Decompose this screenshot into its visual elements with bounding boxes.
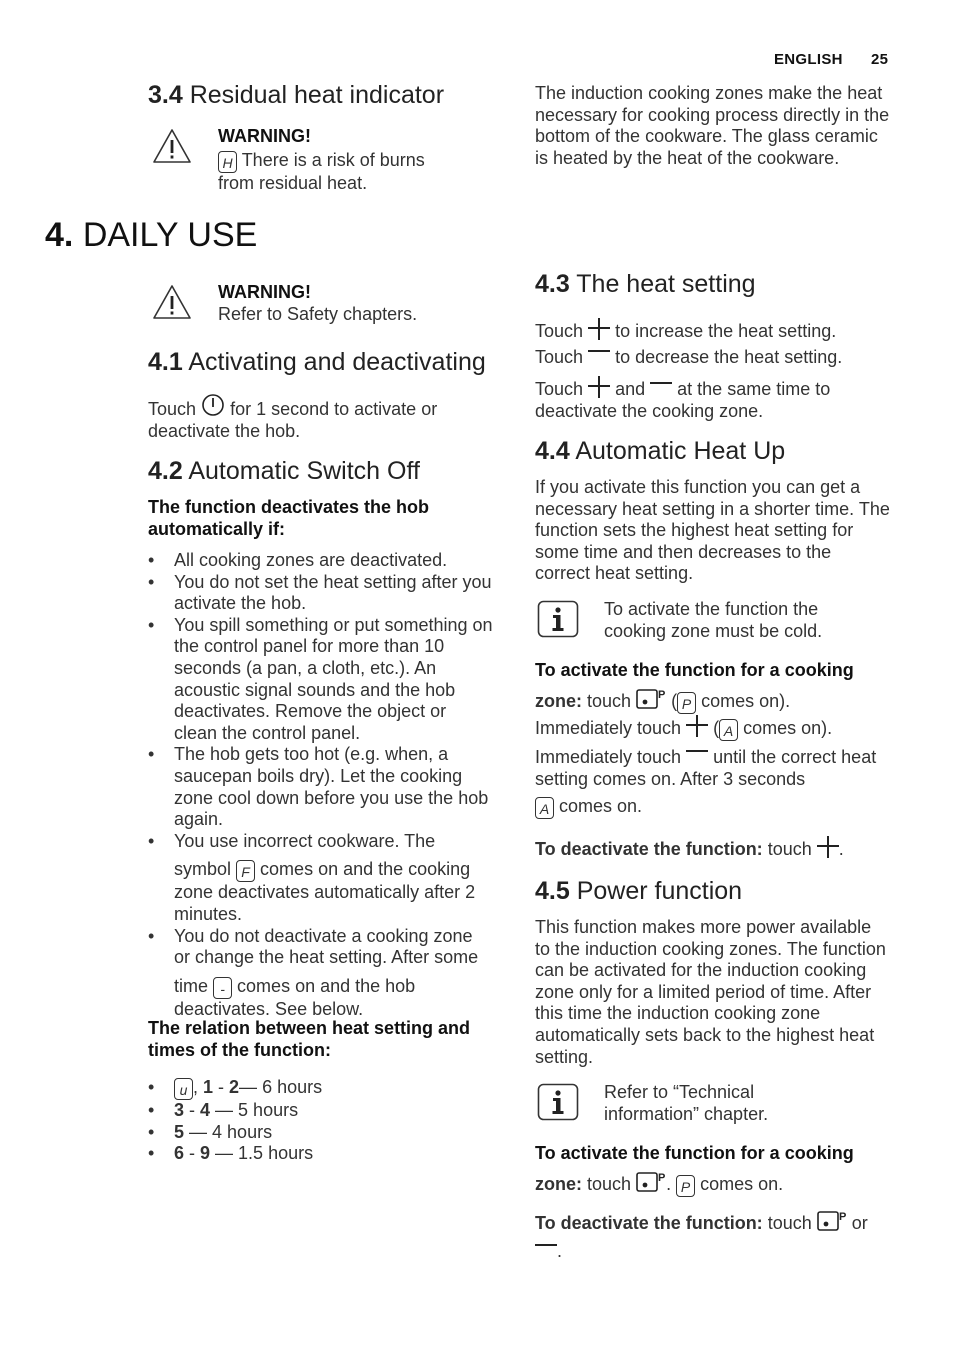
list-item: • All cooking zones are deactivated. [148, 550, 493, 572]
warning-triangle-icon [151, 127, 193, 165]
section-4-4-heading: 4.4 Automatic Heat Up [535, 437, 786, 465]
activate-instruction-line: zone: touch P . P comes on. [535, 1169, 905, 1197]
chapter-heading: 4. DAILY USE [45, 216, 258, 254]
keep-warm-symbol-icon: u [174, 1078, 193, 1100]
f-symbol-icon: F [236, 860, 255, 882]
p-symbol-icon: P [676, 1175, 695, 1197]
intro-paragraph: The induction cooking zones make the heat necessary for cooking process directly in the bottom of the cookware. The glass ceramic is heated by the heat of the cookware. [535, 83, 890, 168]
deactivate-instruction: To deactivate the function: touch . [535, 836, 905, 861]
power-boost-icon [817, 1208, 847, 1232]
activate-instruction-title: To activate the function for a cooking [535, 1143, 854, 1163]
svg-text:P: P [838, 1211, 847, 1223]
list-item: • 3 - 4 — 5 hours [148, 1100, 478, 1122]
warning-text: Refer to Safety chapters. [218, 304, 418, 324]
section-4-2-lead: The function deactivates the hob automatically if: [148, 497, 430, 539]
section-4-2-heading: 4.2 Automatic Switch Off [148, 457, 420, 485]
list-item: • 6 - 9 — 1.5 hours [148, 1143, 478, 1165]
section-4-1-heading: 4.1 Activating and deactivating [148, 348, 486, 376]
plus-icon [588, 376, 610, 398]
section-4-3-heading: 4.3 The heat setting [535, 270, 756, 298]
note-text: Refer to “Technical information” chapter. [604, 1082, 769, 1124]
warning-title: WARNING! [218, 126, 311, 146]
header-language: ENGLISH [774, 51, 843, 68]
plus-icon [588, 318, 610, 340]
warning-text: H There is a risk of burns from residual heat. [218, 150, 425, 193]
section-4-1-text: Touch for 1 second to activate or deactivate the hob. [148, 393, 488, 442]
relation-title: The relation between heat setting and times of the function: [148, 1018, 471, 1060]
svg-text:P: P [658, 1172, 666, 1184]
list-item: • You use incorrect cookware. The symbol F comes on and the cooking zone deactivates automatically after 2 minutes. [148, 831, 493, 926]
list-item: • You spill something or put something on the control panel for more than 10 seconds (a pan, a cloth, etc.). An acoustic signal sounds and the hob deactivates. Remove the object or clean the control panel. [148, 615, 493, 745]
svg-text:P: P [658, 689, 666, 701]
deactivate-instruction: To deactivate the function: touch P or . [535, 1208, 905, 1262]
activate-instruction-line: zone: touch P ( P comes on). [535, 686, 905, 714]
h-indicator-icon: H [218, 151, 237, 173]
heat-setting-line-1: Touch to increase the heat setting. [535, 318, 905, 343]
relation-list [148, 1077, 478, 1165]
activate-instruction-title: To activate the function for a cooking [535, 660, 854, 680]
list-item: • You do not set the heat setting after you activate the hob. [148, 572, 493, 615]
minus-icon [588, 347, 610, 361]
p-symbol-icon: P [677, 692, 696, 714]
info-icon [537, 1083, 579, 1121]
a-symbol-icon: A [719, 719, 738, 741]
activate-step-2: Immediately touch ( A comes on). [535, 715, 905, 741]
page-number: 25 [871, 51, 889, 68]
power-boost-icon [636, 1169, 666, 1193]
plus-icon [686, 715, 708, 737]
section-3-4-heading: 3.4 Residual heat indicator [148, 81, 445, 109]
minus-icon [535, 1241, 557, 1255]
warning-title: WARNING! [218, 282, 311, 302]
list-item: • 5 — 4 hours [148, 1122, 478, 1144]
section-4-4-body: If you activate this function you can get a necessary heat setting in a shorter time. The function sets the highest heat setting for some time and then decreases to the correct heat setting. [535, 477, 890, 584]
activate-step-3: Immediately touch until the correct heat setting comes on. After 3 seconds A comes on. [535, 747, 877, 818]
section-4-5-heading: 4.5 Power function [535, 877, 743, 905]
section-4-5-body: This function makes more power available to the induction cooking zones. The function can be activated for the induction cooking zone only for a limited period of time. After this time the induction cooking zone automatically sets back to the highest heat setting. [535, 917, 886, 1067]
dash-symbol-icon: - [213, 977, 232, 999]
info-icon [537, 600, 579, 638]
list-item: • u , 1 - 2— 6 hours [148, 1077, 478, 1100]
minus-icon [650, 379, 672, 393]
list-item: • You do not deactivate a cooking zone or change the heat setting. After some time - comes on and the hob deactivates. See below. [148, 926, 493, 1021]
heat-setting-line-3: Touch and at the same time to deactivate the cooking zone. [535, 376, 905, 422]
note-text: To activate the function the cooking zone must be cold. [604, 599, 823, 641]
plus-icon [817, 836, 839, 858]
a-symbol-icon: A [535, 797, 554, 819]
switch-off-list [148, 550, 493, 1020]
list-item: • The hob gets too hot (e.g. when, a saucepan boils dry). Let the cooking zone cool down before you use the hob again. [148, 744, 493, 830]
heat-setting-line-2: Touch to decrease the heat setting. [535, 347, 843, 367]
minus-icon [686, 747, 708, 761]
power-icon [201, 393, 225, 417]
power-boost-icon [636, 686, 666, 710]
warning-triangle-icon [151, 283, 193, 321]
